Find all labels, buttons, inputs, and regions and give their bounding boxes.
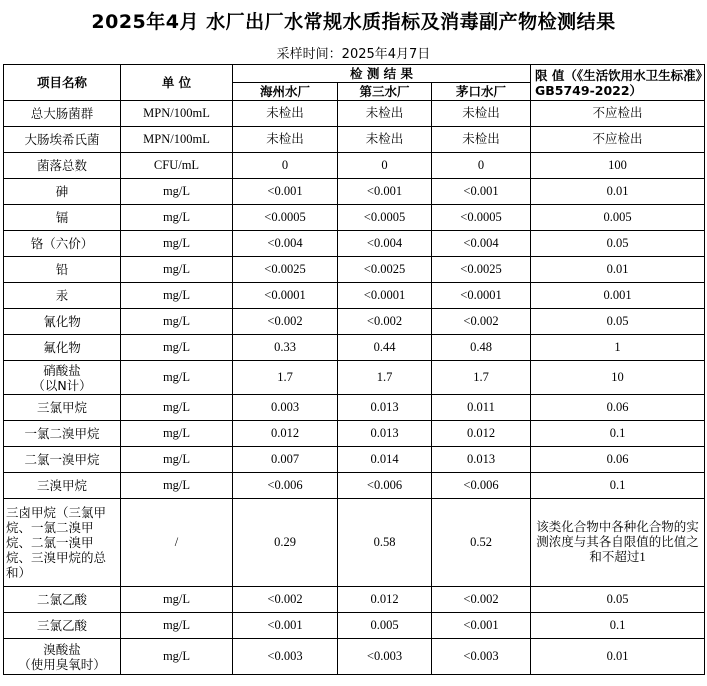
value-cell: <0.0025	[233, 257, 338, 283]
item-name-cell: 二氯一溴甲烷	[4, 447, 121, 473]
item-name-cell: 硝酸盐 （以N计）	[4, 361, 121, 395]
item-name-cell: 二氯乙酸	[4, 587, 121, 613]
value-cell: 0.012	[338, 587, 432, 613]
value-cell: 0.44	[338, 335, 432, 361]
unit-cell: mg/L	[121, 179, 233, 205]
value-cell: 0.58	[338, 499, 432, 587]
value-cell: 1.7	[432, 361, 531, 395]
table-row	[4, 257, 705, 283]
header-item-name: 项目名称	[4, 65, 121, 101]
unit-cell: MPN/100mL	[121, 101, 233, 127]
value-cell: 0.33	[233, 335, 338, 361]
item-name-cell: 三氯甲烷	[4, 395, 121, 421]
value-cell: <0.006	[432, 473, 531, 499]
value-cell: 0.52	[432, 499, 531, 587]
value-cell: 0.003	[233, 395, 338, 421]
limit-cell: 1	[531, 335, 705, 361]
value-cell: 0.012	[432, 421, 531, 447]
table-row	[4, 205, 705, 231]
value-cell: <0.004	[338, 231, 432, 257]
value-cell: <0.002	[432, 587, 531, 613]
table-row	[4, 101, 705, 127]
value-cell: 0.014	[338, 447, 432, 473]
value-cell: 0.007	[233, 447, 338, 473]
table-row	[4, 179, 705, 205]
value-cell: 1.7	[233, 361, 338, 395]
header-results: 检 测 结 果	[233, 65, 531, 83]
value-cell: <0.002	[233, 587, 338, 613]
item-name-cell: 铬（六价）	[4, 231, 121, 257]
unit-cell: mg/L	[121, 587, 233, 613]
limit-cell: 0.06	[531, 395, 705, 421]
value-cell: <0.001	[432, 179, 531, 205]
unit-cell: mg/L	[121, 257, 233, 283]
item-name-cell: 三氯乙酸	[4, 613, 121, 639]
limit-cell: 0.001	[531, 283, 705, 309]
value-cell: <0.001	[338, 179, 432, 205]
unit-cell: mg/L	[121, 447, 233, 473]
value-cell: 未检出	[338, 101, 432, 127]
limit-cell: 0.05	[531, 309, 705, 335]
value-cell: <0.002	[233, 309, 338, 335]
value-cell: <0.0005	[233, 205, 338, 231]
value-cell: <0.003	[432, 639, 531, 675]
value-cell: <0.0025	[338, 257, 432, 283]
table-row	[4, 335, 705, 361]
unit-cell: mg/L	[121, 421, 233, 447]
table-row	[4, 447, 705, 473]
item-name-cell: 溴酸盐 （使用臭氧时）	[4, 639, 121, 675]
value-cell: <0.003	[233, 639, 338, 675]
unit-cell: mg/L	[121, 205, 233, 231]
value-cell: <0.002	[338, 309, 432, 335]
value-cell: <0.0001	[233, 283, 338, 309]
unit-cell: /	[121, 499, 233, 587]
limit-cell: 0.06	[531, 447, 705, 473]
value-cell: 0.011	[432, 395, 531, 421]
table-row	[4, 283, 705, 309]
item-name-cell: 大肠埃希氏菌	[4, 127, 121, 153]
value-cell: 0	[233, 153, 338, 179]
unit-cell: mg/L	[121, 473, 233, 499]
unit-cell: MPN/100mL	[121, 127, 233, 153]
sampling-time: 采样时间：2025年4月7日	[276, 46, 431, 62]
value-cell: 0.48	[432, 335, 531, 361]
value-cell: 未检出	[432, 101, 531, 127]
value-cell: <0.004	[233, 231, 338, 257]
value-cell: <0.001	[432, 613, 531, 639]
header-unit: 单 位	[121, 65, 233, 101]
item-name-cell: 镉	[4, 205, 121, 231]
limit-cell: 不应检出	[531, 101, 705, 127]
header-plant-third: 第三水厂	[338, 83, 432, 101]
value-cell: 0.013	[338, 395, 432, 421]
value-cell: <0.0005	[338, 205, 432, 231]
table-row	[4, 153, 705, 179]
limit-cell: 0.05	[531, 231, 705, 257]
limit-cell: 0.01	[531, 257, 705, 283]
table-row	[4, 473, 705, 499]
limit-cell: 0.05	[531, 587, 705, 613]
item-name-cell: 砷	[4, 179, 121, 205]
value-cell: 0.013	[338, 421, 432, 447]
limit-cell: 0.1	[531, 473, 705, 499]
limit-cell: 0.1	[531, 613, 705, 639]
item-name-cell: 铅	[4, 257, 121, 283]
table-row	[4, 499, 705, 587]
item-name-cell: 三溴甲烷	[4, 473, 121, 499]
value-cell: <0.0001	[432, 283, 531, 309]
results-table	[3, 64, 705, 675]
value-cell: 未检出	[338, 127, 432, 153]
limit-cell: 100	[531, 153, 705, 179]
value-cell: 0.29	[233, 499, 338, 587]
value-cell: 0.012	[233, 421, 338, 447]
item-name-cell: 汞	[4, 283, 121, 309]
unit-cell: mg/L	[121, 335, 233, 361]
value-cell: <0.002	[432, 309, 531, 335]
table-row	[4, 613, 705, 639]
table-row	[4, 231, 705, 257]
value-cell: <0.003	[338, 639, 432, 675]
limit-cell: 0.1	[531, 421, 705, 447]
item-name-cell: 菌落总数	[4, 153, 121, 179]
table-row	[4, 395, 705, 421]
table-row	[4, 639, 705, 675]
limit-cell: 0.01	[531, 179, 705, 205]
item-name-cell: 氟化物	[4, 335, 121, 361]
value-cell: 未检出	[432, 127, 531, 153]
item-name-cell: 总大肠菌群	[4, 101, 121, 127]
item-name-cell: 一氯二溴甲烷	[4, 421, 121, 447]
value-cell: <0.001	[233, 613, 338, 639]
limit-cell: 0.01	[531, 639, 705, 675]
unit-cell: mg/L	[121, 231, 233, 257]
table-row	[4, 309, 705, 335]
header-plant-haizhou: 海州水厂	[233, 83, 338, 101]
value-cell: 0	[338, 153, 432, 179]
value-cell: <0.0001	[338, 283, 432, 309]
unit-cell: mg/L	[121, 613, 233, 639]
value-cell: <0.006	[338, 473, 432, 499]
value-cell: <0.004	[432, 231, 531, 257]
value-cell: <0.0005	[432, 205, 531, 231]
value-cell: 0.005	[338, 613, 432, 639]
report-title: 2025年4月 水厂出厂水常规水质指标及消毒副产物检测结果	[91, 10, 616, 33]
unit-cell: mg/L	[121, 361, 233, 395]
results-table-body	[4, 101, 705, 675]
limit-cell: 10	[531, 361, 705, 395]
table-row	[4, 361, 705, 395]
value-cell: 1.7	[338, 361, 432, 395]
value-cell: 0	[432, 153, 531, 179]
value-cell: <0.0025	[432, 257, 531, 283]
item-name-cell: 氰化物	[4, 309, 121, 335]
unit-cell: CFU/mL	[121, 153, 233, 179]
value-cell: 未检出	[233, 101, 338, 127]
table-row	[4, 127, 705, 153]
unit-cell: mg/L	[121, 395, 233, 421]
header-limit: 限 值（《生活饮用水卫生标准》GB5749-2022）	[531, 65, 705, 101]
unit-cell: mg/L	[121, 283, 233, 309]
unit-cell: mg/L	[121, 639, 233, 675]
header-plant-maokou: 茅口水厂	[432, 83, 531, 101]
limit-cell: 该类化合物中各种化合物的实测浓度与其各自限值的比值之和不超过1	[531, 499, 705, 587]
unit-cell: mg/L	[121, 309, 233, 335]
table-row	[4, 587, 705, 613]
value-cell: 未检出	[233, 127, 338, 153]
value-cell: 0.013	[432, 447, 531, 473]
item-name-cell: 三卤甲烷（三氯甲烷、一氯二溴甲烷、二氯一溴甲烷、三溴甲烷的总和）	[4, 499, 121, 587]
table-row	[4, 421, 705, 447]
value-cell: <0.001	[233, 179, 338, 205]
value-cell: <0.006	[233, 473, 338, 499]
limit-cell: 0.005	[531, 205, 705, 231]
limit-cell: 不应检出	[531, 127, 705, 153]
